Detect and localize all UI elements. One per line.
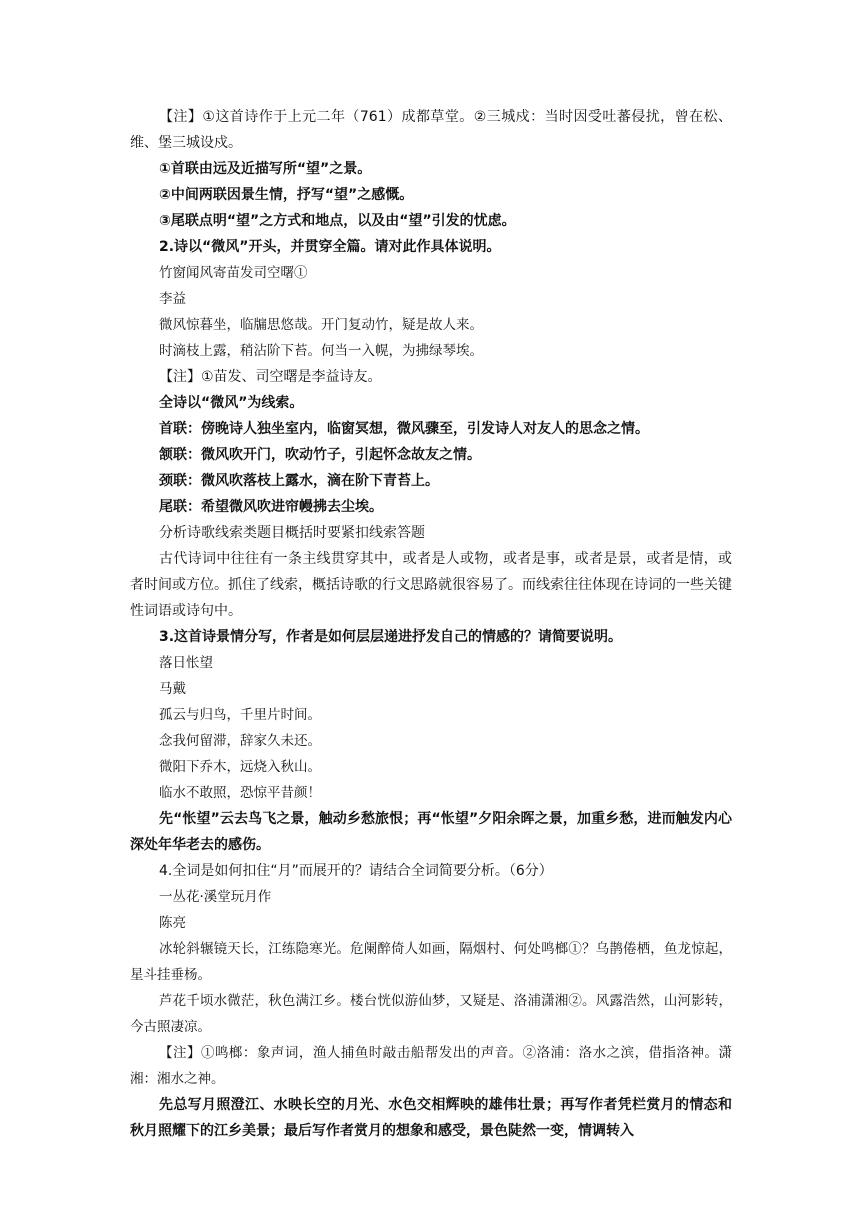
method-paragraph: 古代诗词中往往有一条主线贯穿其中，或者是人或物，或者是事，或者是景，或者是情，或者时间或方位。抓住了线索，概括诗歌的行文思路就很容易了。而线索往往体现在诗词的一些关键性词语或诗句中。 (130, 551, 732, 619)
answer-line: 首联：傍晚诗人独坐室内，临窗冥想，微风骤至，引发诗人对友人的思念之情。 (159, 421, 649, 437)
poem-line: 微风惊暮坐，临牖思悠哉。开门复动竹，疑是故人来。 (159, 317, 483, 333)
poem-author: 马戴 (159, 681, 186, 697)
answer-line: 尾联：希望微风吹进帘幔拂去尘埃。 (159, 499, 383, 515)
poem-author: 李益 (159, 291, 186, 307)
poem-stanza: 冰轮斜辗镜天长，江练隐寒光。危阑醉倚人如画，隔烟村、何处鸣榔①？乌鹊倦栖，鱼龙惊起，星斗挂垂杨。 (130, 941, 732, 983)
question-3: 3.这首诗景情分写，作者是如何层层递进抒发自己的情感的？请简要说明。 (159, 629, 623, 645)
note-paragraph: 【注】①苗发、司空曙是李益诗友。 (159, 369, 382, 385)
poem-line: 孤云与归鸟，千里片时间。 (159, 707, 321, 723)
method-heading: 分析诗歌线索类题目概括时要紧扣线索答题 (159, 525, 425, 541)
poem-author: 陈亮 (159, 915, 186, 931)
poem-line: 念我何留滞，辞家久未还。 (159, 733, 321, 749)
question-2: 2.诗以“微风”开头，并贯穿全篇。请对此作具体说明。 (159, 239, 501, 255)
answer-line: 全诗以“微风”为线索。 (159, 395, 304, 411)
question-4: 4.全词是如何扣住“月”而展开的？请结合全词简要分析。（6分） (159, 863, 553, 879)
answer-line: 颔联：微风吹开门，吹动竹子，引起怀念故友之情。 (159, 447, 481, 463)
answer-line: ②中间两联因景生情，抒写“望”之感慨。 (159, 187, 414, 203)
poem-line: 微阳下乔木，远烧入秋山。 (159, 759, 321, 775)
poem-title: 一丛花·溪堂玩月作 (159, 889, 272, 905)
poem-line: 临水不敢照，恐惊平昔颜！ (159, 785, 321, 801)
poem-title: 竹窗闻风寄苗发司空曙① (159, 265, 308, 281)
answer-line: 颈联：微风吹落枝上露水，滴在阶下青苔上。 (159, 473, 439, 489)
answer-line: ①首联由远及近描写所“望”之景。 (159, 161, 372, 177)
note-paragraph: 【注】①这首诗作于上元二年（761）成都草堂。②三城戍：当时因受吐蕃侵扰，曾在松、维、堡三城设戍。 (130, 109, 732, 151)
answer-paragraph: 先“怅望”云去鸟飞之景，触动乡愁旅恨；再“怅望”夕阳余晖之景，加重乡愁，进而触发内心深处年华老去的感伤。 (130, 811, 732, 853)
note-paragraph: 【注】①鸣榔：象声词，渔人捕鱼时敲击船帮发出的声音。②洛浦：洛水之滨，借指洛神。潇湘：湘水之神。 (130, 1045, 732, 1087)
poem-line: 时滴枝上露，稍沾阶下苔。何当一入幌，为拂绿琴埃。 (159, 343, 483, 359)
poem-stanza: 芦花千顷水微茫，秋色满江乡。楼台恍似游仙梦，又疑是、洛浦潇湘②。风露浩然，山河影转，今古照凄凉。 (130, 993, 732, 1035)
answer-paragraph: 先总写月照澄江、水映长空的月光、水色交相辉映的雄伟壮景；再写作者凭栏赏月的情态和秋月照耀下的江乡美景；最后写作者赏月的想象和感受，景色陡然一变，情调转入 (130, 1097, 732, 1139)
poem-title: 落日怅望 (159, 655, 213, 671)
answer-line: ③尾联点明“望”之方式和地点，以及由“望”引发的忧虑。 (159, 213, 516, 229)
